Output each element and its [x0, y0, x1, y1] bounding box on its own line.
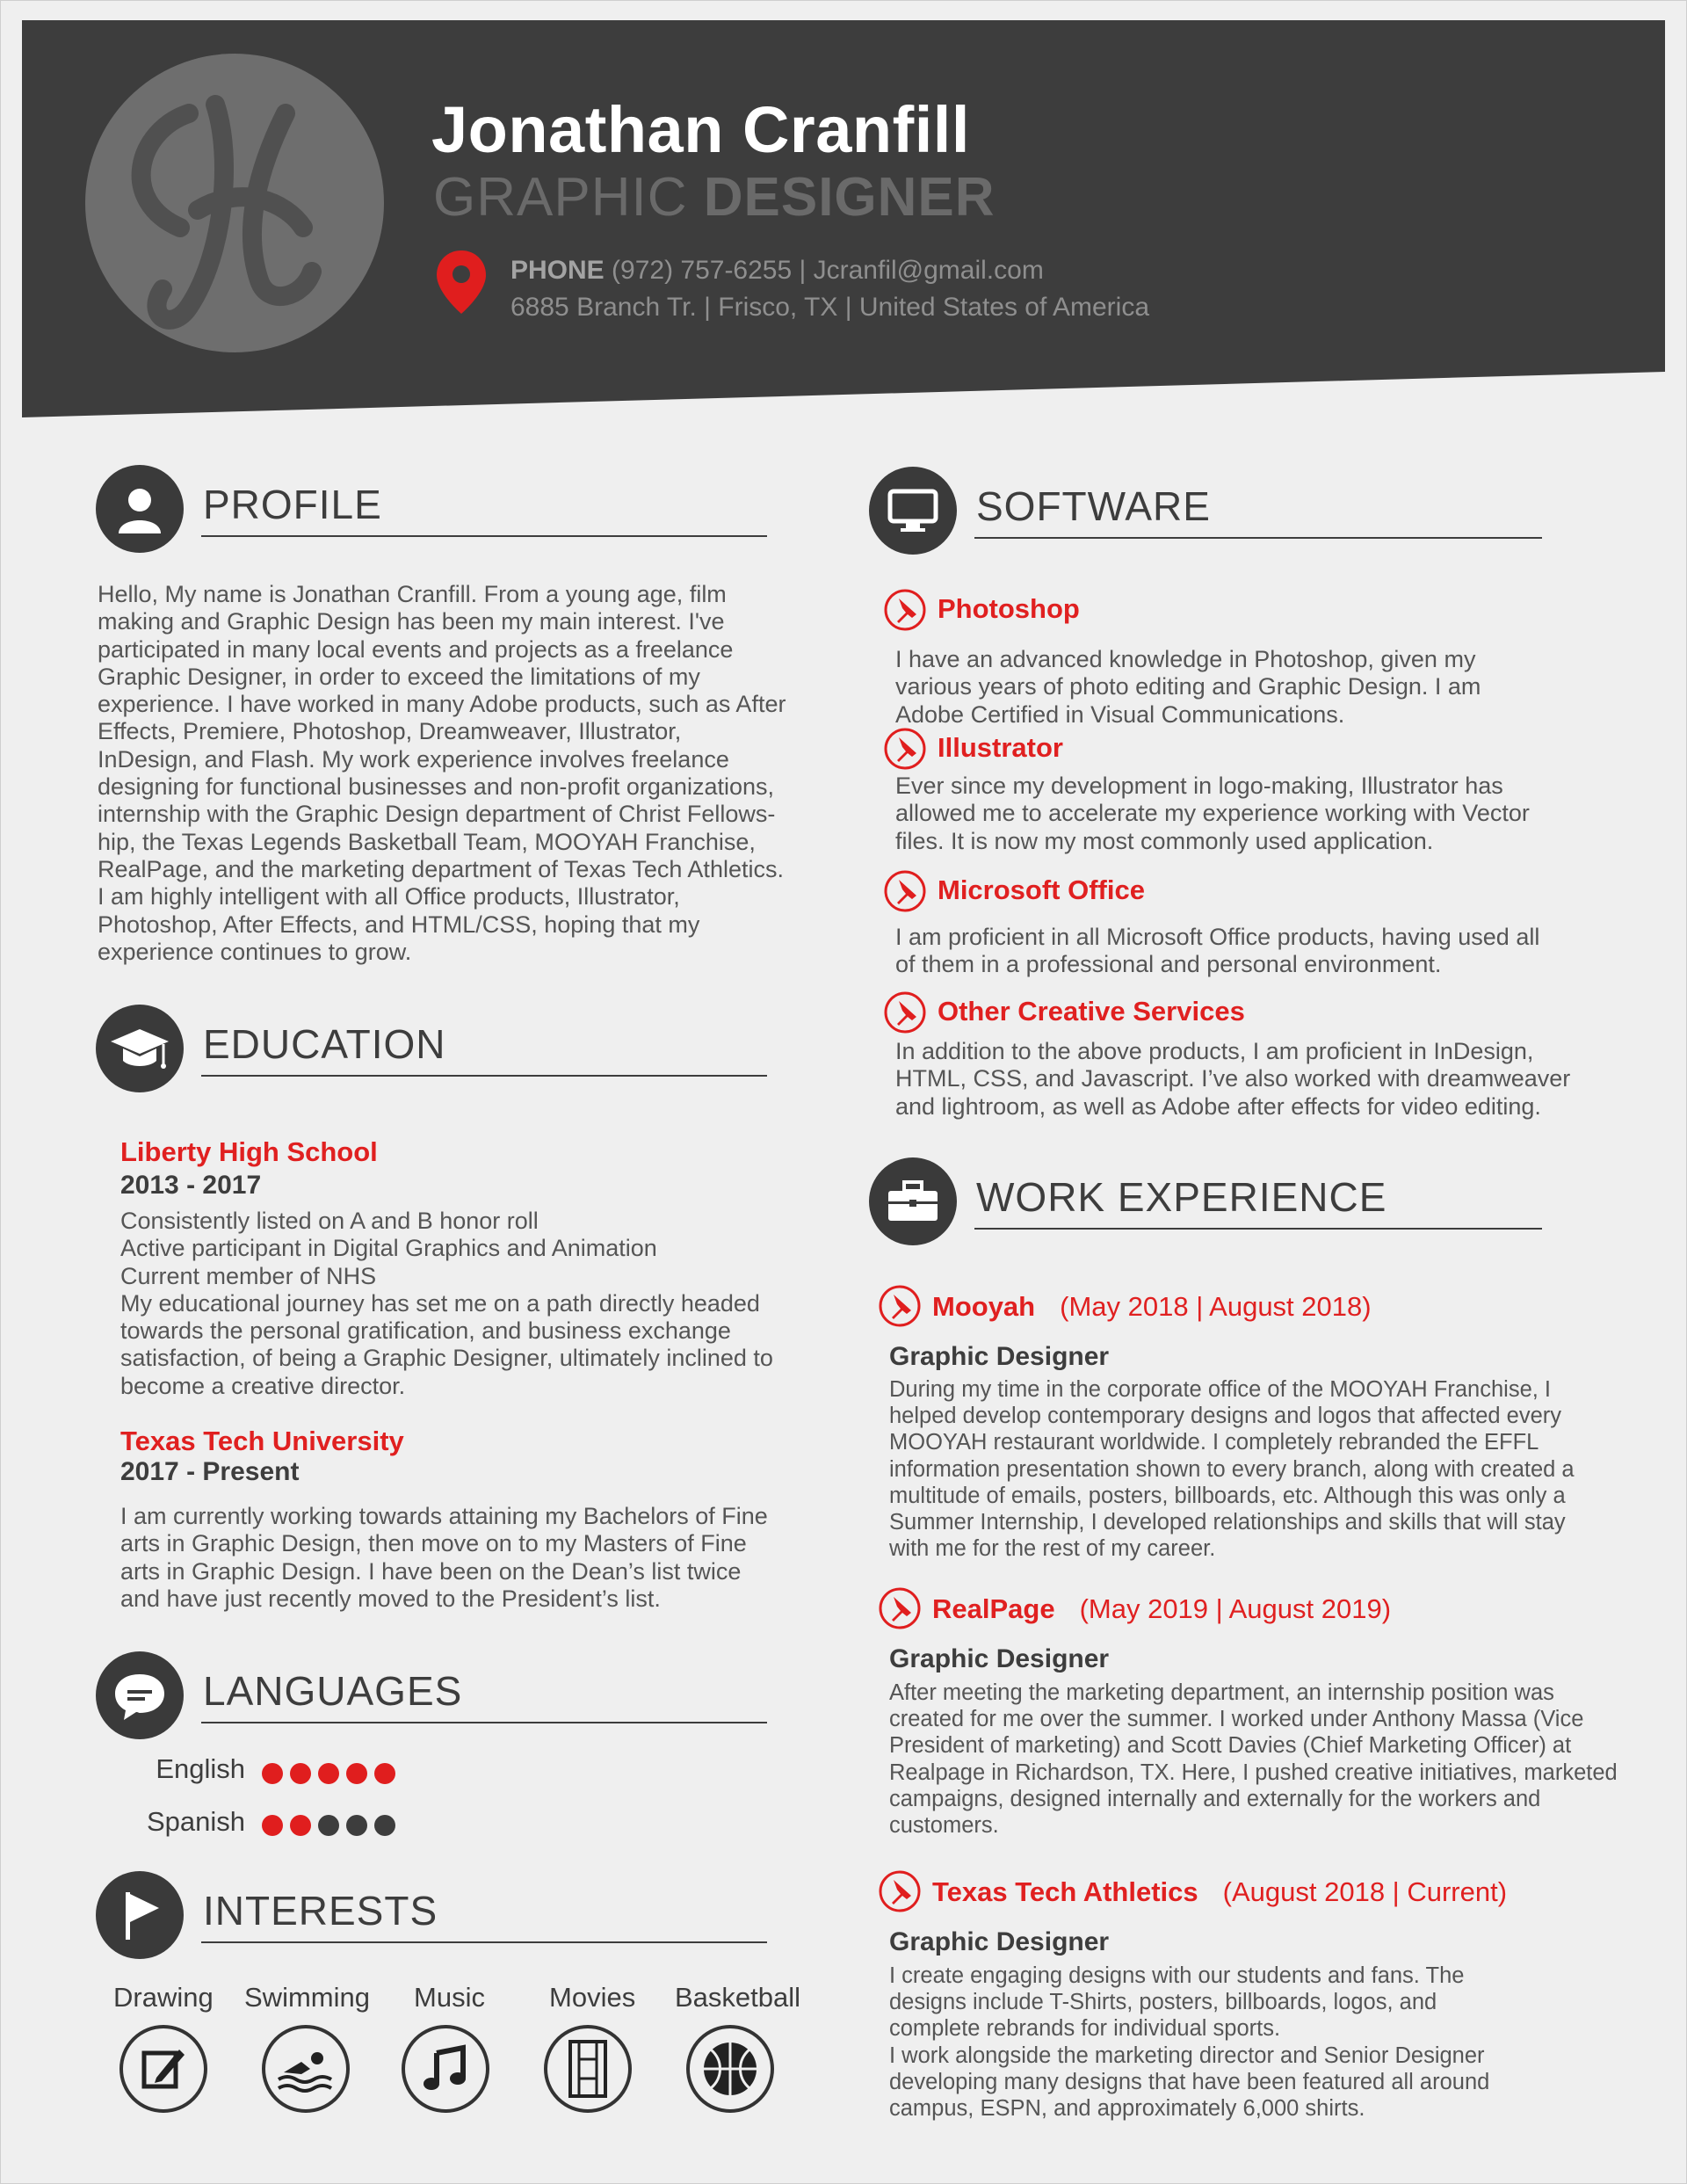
text-line: multitude of emails, posters, billboards, etc. Although this was only a — [889, 1483, 1566, 1508]
school-description — [120, 1208, 806, 1400]
proficiency-dot — [374, 1815, 395, 1836]
text-line: RealPage, and the marketing department of Texas Tech Athletics. — [98, 855, 784, 882]
software-section-header — [869, 467, 1546, 555]
briefcase-icon — [869, 1157, 957, 1245]
pushpin-icon — [883, 990, 927, 1034]
text-line: I am highly intelligent with all Office products, Illustrator, — [98, 883, 680, 911]
divider — [974, 537, 1542, 539]
software-description — [895, 1038, 1651, 1121]
text-line: hip, the Texas Legends Basketball Team, MOOYAH Franchise, — [98, 828, 756, 855]
flag-icon — [96, 1871, 184, 1959]
company-label: RealPage — [932, 1593, 1055, 1624]
spanish-proficiency-dots — [262, 1815, 395, 1836]
proficiency-dot — [290, 1763, 311, 1784]
text-line: campaigns, designed internally and externally for the workers and — [889, 1786, 1541, 1811]
job-title-header: GRAPHIC DESIGNER — [433, 167, 996, 228]
proficiency-dot — [374, 1763, 395, 1784]
text-line: HTML, CSS, and Javascript. I’ve also worked with dreamweaver — [895, 1065, 1571, 1092]
text-line: After meeting the marketing department, an internship position was — [889, 1680, 1554, 1705]
interests-heading: INTERESTS — [203, 1888, 438, 1934]
interest-label: Music — [414, 1982, 485, 2013]
text-line: files. It is now my most commonly used application. — [895, 827, 1434, 854]
text-line: Ever since my development in logo-making, Illustrator has — [895, 773, 1503, 799]
text-line: Realpage in Richardson, TX. Here, I pushed creative initiatives, marketed — [889, 1760, 1618, 1785]
job-description — [889, 1963, 1662, 2122]
software-heading: SOFTWARE — [976, 483, 1211, 529]
address-line: 6885 Branch Tr. | Frisco, TX | United States of America — [510, 293, 1150, 322]
divider — [201, 1075, 767, 1077]
divider — [201, 535, 767, 537]
text-line: campus, ESPN, and approximately 6,000 shirts. — [889, 2096, 1365, 2122]
interest-label: Swimming — [244, 1982, 370, 2013]
school-description — [120, 1503, 806, 1613]
text-line: customers. — [889, 1813, 999, 1839]
text-line: various years of photo editing and Graphic Design. I am — [895, 673, 1481, 700]
english-proficiency-dots — [262, 1763, 395, 1784]
job-description — [889, 1376, 1662, 1562]
text-line: making and Graphic Design has been my main interest. I've — [98, 608, 725, 635]
text-line: experience. I have worked in many Adobe products, such as After — [98, 691, 786, 718]
pushpin-icon — [883, 869, 927, 913]
monitor-icon — [869, 467, 957, 555]
text-line: arts in Graphic Design, then move on to my Masters of Fine — [120, 1530, 747, 1557]
proficiency-dot — [262, 1815, 283, 1836]
text-line: designs include T-Shirts, posters, billboards, logos, and — [889, 1990, 1437, 2015]
phone-email-line: PHONE (972) 757-6255 | Jcranfil@gmail.com — [510, 256, 1044, 285]
employment-dates: (May 2019 | August 2019) — [1079, 1593, 1392, 1624]
basketball-icon — [686, 2025, 774, 2113]
text-line: Active participant in Digital Graphics and Animation — [120, 1235, 657, 1262]
language-name: Spanish — [146, 1806, 245, 1837]
profile-heading: PROFILE — [203, 482, 382, 527]
software-description — [895, 924, 1651, 979]
proficiency-dot — [290, 1815, 311, 1836]
text-line: towards the personal gratification, and business exchange — [120, 1317, 731, 1345]
text-line: allowed me to accelerate my experience working with Vector — [895, 800, 1530, 827]
school-years: 2013 - 2017 — [120, 1171, 262, 1200]
text-line: created for me over the summer. I worked under Anthony Massa (Vice — [889, 1707, 1584, 1732]
text-line: information presentation shown to every branch, along with created a — [889, 1456, 1575, 1482]
text-line: I have an advanced knowledge in Photoshop, given my — [895, 646, 1476, 672]
swimming-icon — [262, 2025, 350, 2113]
text-line: Current member of NHS — [120, 1262, 377, 1289]
text-line: In addition to the above products, I am proficient in InDesign, — [895, 1038, 1534, 1064]
employment-dates: (May 2018 | August 2018) — [1060, 1291, 1372, 1322]
pushpin-icon — [883, 588, 927, 632]
company-label: Mooyah — [932, 1291, 1036, 1322]
company-name — [932, 1876, 1507, 1908]
text-line: Photoshop, After Effects, and HTML/CSS, hoping that my — [98, 911, 700, 938]
text-line: Graphic Designer, in order to exceed the limitations of my — [98, 663, 700, 690]
education-section-header — [96, 1005, 772, 1092]
text-line: MOOYAH restaurant worldwide. I completely rebranded the EFFL — [889, 1430, 1539, 1455]
music-icon — [402, 2025, 489, 2113]
user-icon — [96, 465, 184, 553]
interests-section-header — [96, 1871, 772, 1959]
company-name — [932, 1593, 1391, 1625]
divider — [201, 1941, 767, 1943]
text-line: arts in Graphic Design. I have been on the Dean’s list twice — [120, 1557, 742, 1585]
text-line: with me for the rest of my career. — [889, 1536, 1216, 1562]
text-line: Summer Internship, I developed relationships and skills that will stay — [889, 1510, 1566, 1535]
text-line: experience continues to grow. — [98, 938, 412, 965]
proficiency-dot — [318, 1763, 339, 1784]
interest-label: Movies — [549, 1982, 636, 2013]
monogram-logo — [83, 52, 386, 354]
text-line: and have just recently moved to the President’s list. — [120, 1585, 661, 1612]
contact-info — [510, 252, 1149, 326]
text-line: of them in a professional and personal environment. — [895, 951, 1442, 978]
text-line: I am proficient in all Microsoft Office products, having used all — [895, 924, 1540, 950]
proficiency-dot — [346, 1815, 367, 1836]
pushpin-icon — [883, 727, 927, 771]
profile-section-header — [96, 465, 772, 553]
employment-dates: (August 2018 | Current) — [1222, 1876, 1508, 1907]
interest-label: Drawing — [113, 1982, 214, 2013]
job-role: Graphic Designer — [889, 1342, 1110, 1371]
software-name: Illustrator — [938, 732, 1063, 763]
text-line: become a creative director. — [120, 1372, 406, 1399]
company-name — [932, 1291, 1372, 1323]
job-role: Graphic Designer — [889, 1644, 1110, 1673]
proficiency-dot — [318, 1815, 339, 1836]
speech-bubble-icon — [96, 1651, 184, 1739]
text-line: Consistently listed on A and B honor roll — [120, 1208, 539, 1234]
languages-heading: LANGUAGES — [203, 1668, 463, 1714]
text-line: designing for functional businesses and non-profit organizations, — [98, 773, 774, 801]
divider — [974, 1228, 1542, 1230]
candidate-name: Jonathan Cranfill — [431, 93, 970, 166]
company-label: Texas Tech Athletics — [932, 1876, 1198, 1907]
school-name: Texas Tech University — [120, 1426, 404, 1456]
text-line: Hello, My name is Jonathan Cranfill. From a young age, film — [98, 581, 727, 607]
divider — [201, 1722, 767, 1723]
text-line: participated in many local events and projects as a freelance — [98, 635, 734, 663]
graduation-cap-icon — [96, 1005, 184, 1092]
text-line: I work alongside the marketing director and Senior Designer — [889, 2043, 1485, 2068]
text-line: I am currently working towards attaining my Bachelors of Fine — [120, 1503, 768, 1529]
software-description — [895, 646, 1651, 729]
text-line: My educational journey has set me on a path directly headed — [120, 1289, 760, 1317]
text-line: developing many designs that have been featured all around — [889, 2069, 1490, 2094]
software-description — [895, 773, 1651, 855]
text-line: Effects, Premiere, Photoshop, Dreamweaver, Illustrator, — [98, 718, 682, 745]
education-heading: EDUCATION — [203, 1021, 446, 1067]
text-line: InDesign, and Flash. My work experience involves freelance — [98, 745, 729, 773]
text-line: satisfaction, of being a Graphic Designer, ultimately inclined to — [120, 1345, 773, 1372]
software-name: Microsoft Office — [938, 874, 1145, 905]
job-description — [889, 1680, 1662, 1839]
movies-icon — [544, 2025, 632, 2113]
proficiency-dot — [346, 1763, 367, 1784]
proficiency-dot — [262, 1763, 283, 1784]
text-line: helped develop contemporary designs and logos that affected every — [889, 1404, 1562, 1429]
job-role: Graphic Designer — [889, 1927, 1110, 1956]
text-line: internship with the Graphic Design department of Christ Fellows- — [98, 801, 776, 828]
text-line: During my time in the corporate office of the MOOYAH Franchise, I — [889, 1377, 1552, 1402]
work-section-header — [869, 1157, 1546, 1245]
text-line: and lightroom, as well as Adobe after effects for video editing. — [895, 1092, 1541, 1120]
language-name: English — [156, 1753, 245, 1784]
text-line: I create engaging designs with our students and fans. The — [889, 1963, 1465, 1988]
pushpin-icon — [878, 1284, 922, 1328]
text-line: complete rebrands for individual sports. — [889, 2016, 1281, 2042]
pushpin-icon — [878, 1869, 922, 1913]
pushpin-icon — [878, 1586, 922, 1630]
languages-section-header — [96, 1651, 772, 1739]
school-years: 2017 - Present — [120, 1457, 300, 1486]
location-pin-icon — [434, 249, 489, 316]
software-name: Other Creative Services — [938, 996, 1245, 1027]
text-line: President of marketing) and Scott Davies (Chief Marketing Officer) at — [889, 1733, 1572, 1759]
school-name: Liberty High School — [120, 1136, 378, 1167]
interest-label: Basketball — [675, 1982, 801, 2013]
work-heading: WORK EXPERIENCE — [976, 1174, 1387, 1220]
drawing-icon — [119, 2025, 207, 2113]
software-name: Photoshop — [938, 593, 1080, 624]
text-line: Adobe Certified in Visual Communications. — [895, 700, 1345, 728]
profile-text — [98, 581, 792, 966]
